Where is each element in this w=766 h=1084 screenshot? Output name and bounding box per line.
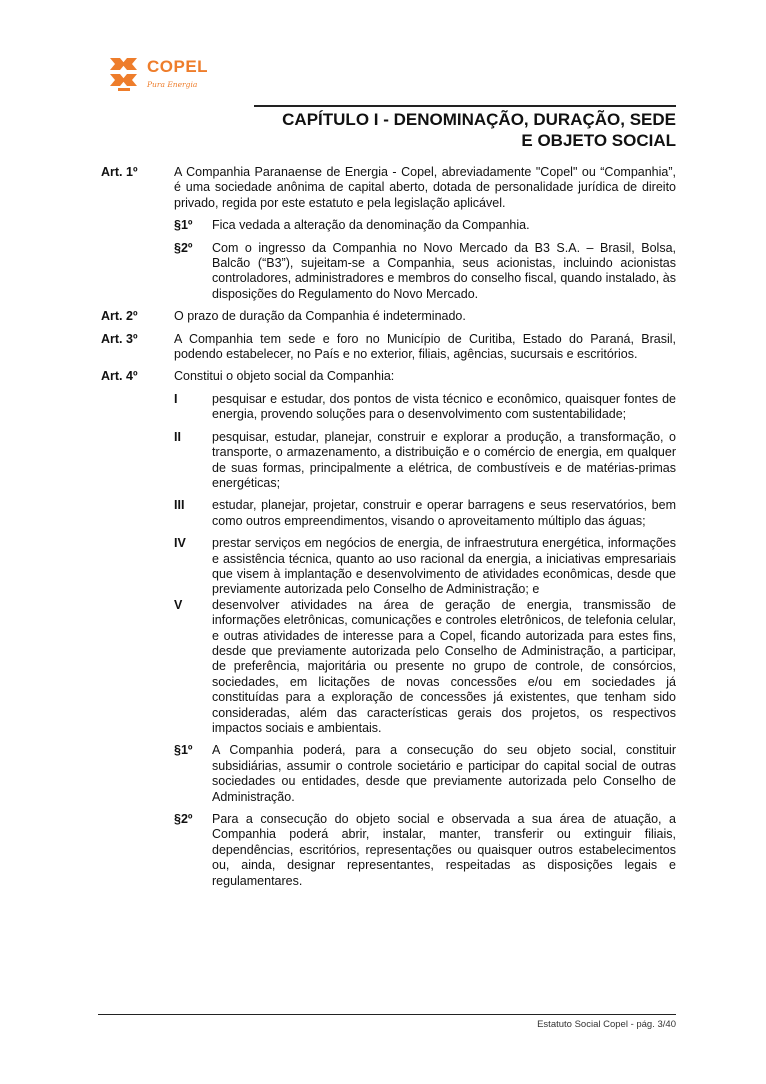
article-label: Art. 1º xyxy=(101,165,138,179)
item-label: I xyxy=(174,391,178,406)
article-4 xyxy=(101,369,676,384)
paragraph-text: Fica vedada a alteração da denominação da Companhia. xyxy=(212,218,530,233)
paragraph-label: §2º xyxy=(174,240,193,255)
article-label: Art. 4º xyxy=(101,369,138,384)
paragraph-label: §1º xyxy=(174,743,193,758)
article-4-item-v xyxy=(174,598,676,737)
article-4-item-i xyxy=(174,392,676,423)
item-label: III xyxy=(174,498,185,513)
article-text: A Companhia Paranaense de Energia - Copel, abreviadamente "Copel" ou “Companhia”, é uma sociedade anônima de capital aberto, dotada de personalidade jurídica de direito privado, regida por este estatuto e pela legislação aplicável. xyxy=(174,165,676,210)
article-label: Art. 3º xyxy=(101,331,138,346)
article-4-paragraph-2 xyxy=(174,812,676,889)
header-divider xyxy=(254,105,676,107)
item-label: IV xyxy=(174,536,186,551)
article-1-paragraph-2 xyxy=(174,241,676,303)
item-text: estudar, planejar, projetar, construir e operar barragens e seus reservatórios, bem como outros empreendimentos, visando o aproveitamento múltiplo das águas; xyxy=(212,498,676,528)
article-4-item-iii xyxy=(174,498,676,529)
paragraph-text: Para a consecução do objeto social e observada a sua área de atuação, a Companhia poderá abrir, instalar, manter, transferir ou extinguir filiais, dependências, escritórios, representações ou quaisquer outros estabelecimentos ou, ainda, designar representantes, respeitadas as disposições legais e regulamentares. xyxy=(212,812,676,888)
item-label: II xyxy=(174,429,181,444)
document-body xyxy=(101,165,676,896)
article-4-item-iv xyxy=(174,536,676,598)
paragraph-label: §2º xyxy=(174,812,193,827)
logo-tagline: Pura Energia xyxy=(147,80,198,89)
paragraph-label: §1º xyxy=(174,218,193,233)
article-1-paragraph-1 xyxy=(174,218,676,233)
article-3 xyxy=(101,332,676,363)
chapter-title xyxy=(246,109,676,151)
article-text: A Companhia tem sede e foro no Município de Curitiba, Estado do Paraná, Brasil, podendo estabelecer, no País e no exterior, filiais, agências, sucursais e escritórios. xyxy=(174,331,676,362)
article-2 xyxy=(101,309,676,324)
item-text: pesquisar e estudar, dos pontos de vista técnico e econômico, quaisquer fontes de energia, provendo soluções para o desenvolvimento com sustentabilidade; xyxy=(212,391,676,422)
item-label: V xyxy=(174,597,183,612)
chapter-title-line1: CAPÍTULO I - DENOMINAÇÃO, DURAÇÃO, SEDE xyxy=(282,110,676,129)
logo-text: COPEL xyxy=(147,57,209,76)
item-text: prestar serviços em negócios de energia, de infraestrutura energética, informações e assistência técnica, quanto ao uso racional da energia, a iniciativas empresariais que visem à implantação e desenvolvimento de atividades econômicas, desde que previamente autorizada pelo Conselho de Administração; e xyxy=(212,536,676,597)
chapter-title-line2: E OBJETO SOCIAL xyxy=(521,131,676,150)
article-4-paragraph-1 xyxy=(174,743,676,805)
footer-divider xyxy=(98,1014,676,1015)
page-footer: Estatuto Social Copel - pág. 3/40 xyxy=(537,1019,676,1030)
paragraph-text: A Companhia poderá, para a consecução do seu objeto social, constituir subsidiárias, assumir o controle societário e participar do capital social de outras sociedades ou entidades, desde que previamente autorizada pelo Conselho de Administração. xyxy=(212,743,676,804)
item-text: pesquisar, estudar, planejar, construir e explorar a produção, a transformação, o transporte, o armazenamento, a distribuição e o comércio de energia, em qualquer de suas formas, principalmente a elétrica, de combustíveis e de matérias-primas energéticas; xyxy=(212,429,676,490)
paragraph-text: Com o ingresso da Companhia no Novo Mercado da B3 S.A. – Brasil, Bolsa, Balcão (“B3”), sujeitam-se a Companhia, seus acionistas, incluindo acionistas controladores, administradores e membros do conselho fiscal, quando instalado, às disposições do Regulamento do Novo Mercado. xyxy=(212,240,676,301)
item-text: desenvolver atividades na área de geração de energia, transmissão de informações eletrônicas, comunicações e controles eletrônicos, de telefonia celular, e outras atividades de interesse para a Copel, ficando autorizada para estes fins, desde que previamente autorizada pelo Conselho de Administração, a participar, de preferência, majoritária ou presente no grupo de controle, de consórcios, sociedades, em licitações de novas concessões e/ou em sociedades já constituídas para a exploração de concessões já existentes, que tenham sido consideradas, além das características gerais dos projetos, os respectivos impactos sociais e ambientais. xyxy=(212,597,676,735)
article-text: Constitui o objeto social da Companhia: xyxy=(174,369,395,384)
article-1 xyxy=(101,165,676,211)
article-text: O prazo de duração da Companhia é indeterminado. xyxy=(174,309,466,324)
article-4-item-ii xyxy=(174,430,676,492)
article-label: Art. 2º xyxy=(101,309,138,324)
